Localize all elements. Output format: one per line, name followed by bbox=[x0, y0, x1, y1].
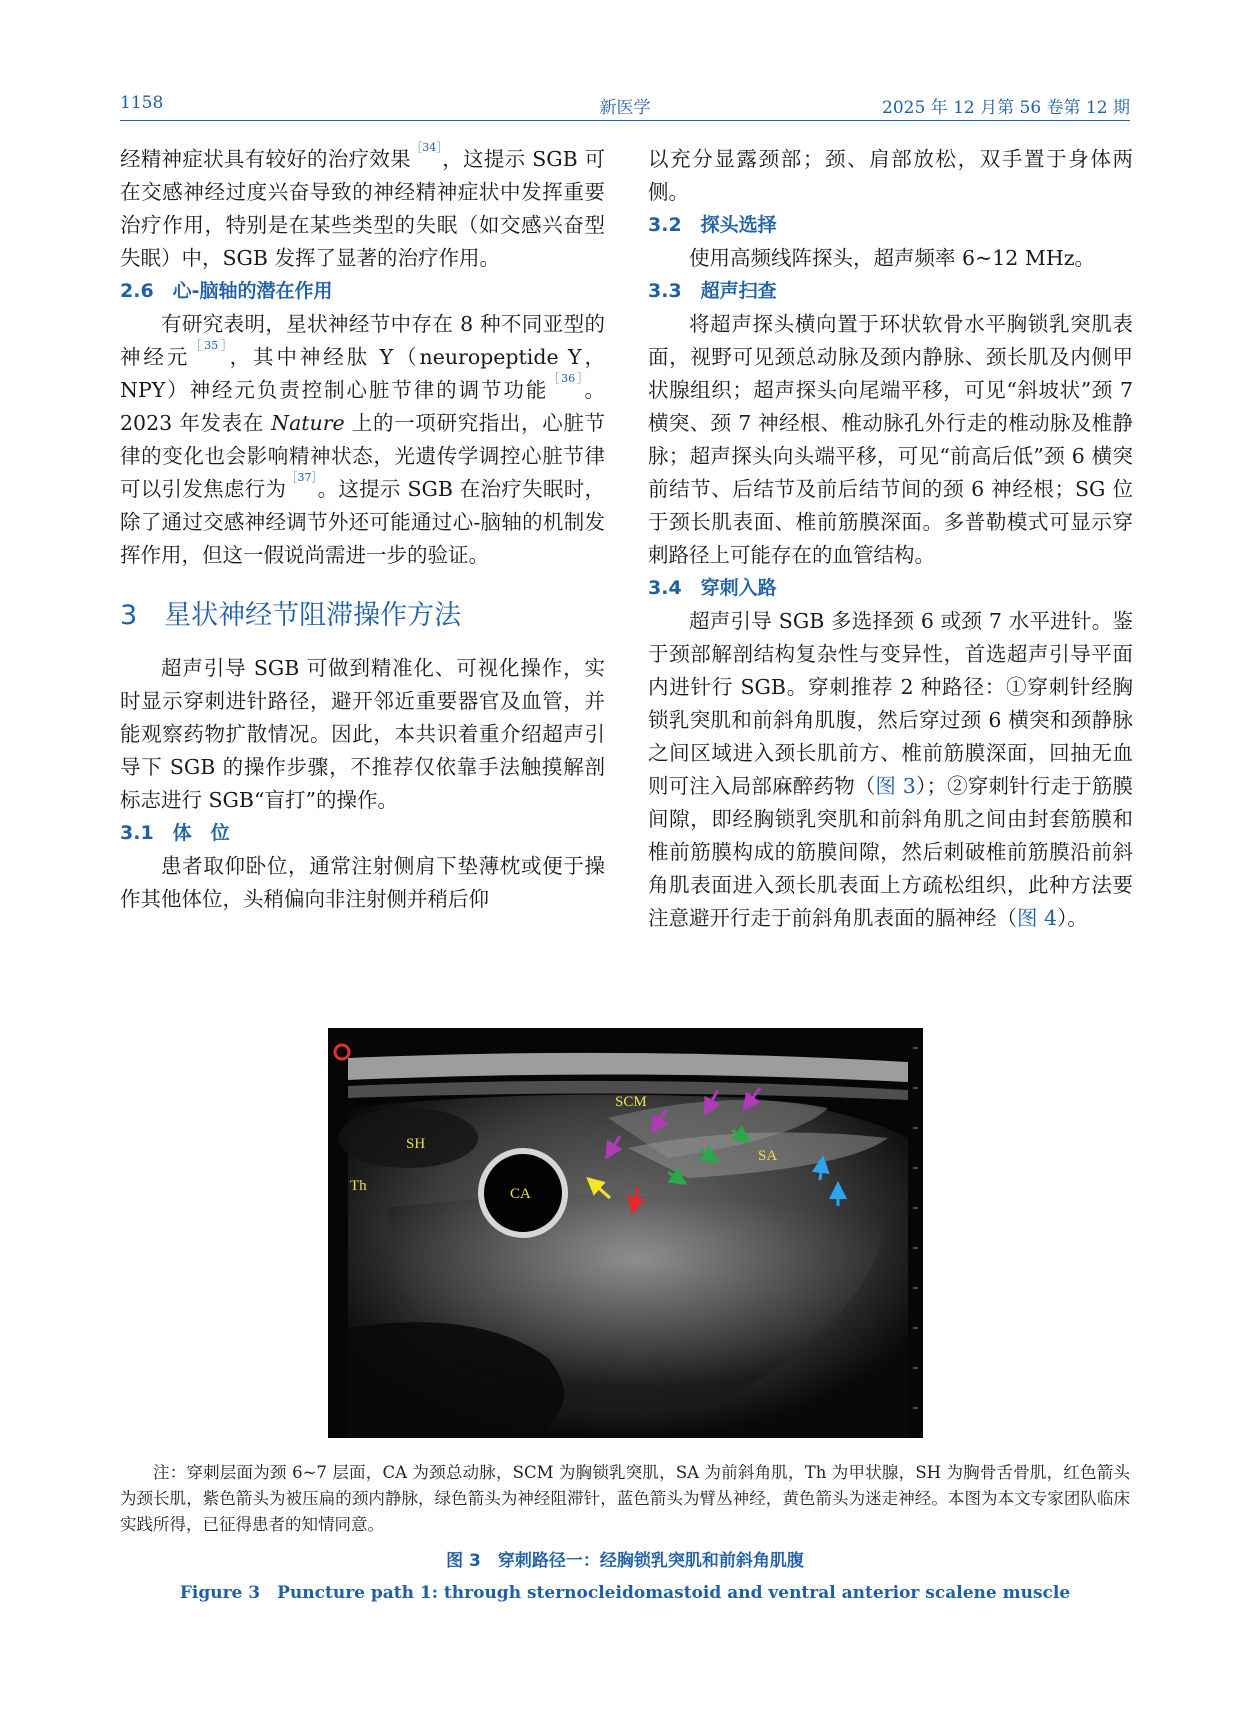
issue-info: 2025 年 12 月第 56 卷第 12 期 bbox=[882, 98, 1130, 118]
figure-note: 注：穿刺层面为颈 6~7 层面，CA 为颈总动脉，SCM 为胸锁乳突肌，SA 为前斜角肌，Th 为甲状腺，SH 为胸骨舌骨肌，红色箭头为颈长肌，紫色箭头为被压扁的颈内静脉，绿色箭头为神经阻滞针，蓝色箭头为臂丛神经，黄色箭头为迷走神经。本图为本文专家团队临床实践所得，已征得患者的知情同意。 bbox=[120, 1463, 1130, 1534]
section-heading-3-2: 3.2 探头选择 bbox=[648, 214, 777, 236]
figure-caption-cn: 图 3 穿刺路径一：经胸锁乳突肌和前斜角肌腹 bbox=[446, 1551, 804, 1571]
paragraph: 以充分显露颈部；颈、肩部放松，双手置于身体两侧。 bbox=[648, 147, 1133, 204]
reference[interactable]: ［35］ bbox=[190, 339, 230, 352]
reference[interactable]: ［37］ bbox=[286, 471, 318, 484]
section-heading-3-3: 3.3 超声扫查 bbox=[648, 280, 777, 302]
figure-caption-en: Figure 3 Puncture path 1: through sternocleidomastoid and ventral anterior scalene muscle bbox=[179, 1583, 1071, 1603]
paragraph: 经精神症状具有较好的治疗效果$^{[34]}$，这提示 SGB 可在交感神经过度兴奋导致的神经精神症状中发挥重要治疗作用，特别是在某些类型的失眠（如交感兴奋型失眠）中，SGB 发挥了显著的治疗作用。 bbox=[120, 141, 605, 270]
reference[interactable]: ［34］ bbox=[410, 141, 443, 154]
figure-link[interactable]: 图 4 bbox=[1017, 906, 1058, 930]
section-heading-3-1: 3.1 体 位 bbox=[120, 822, 230, 844]
reference[interactable]: ［36］ bbox=[548, 372, 585, 385]
figure-link[interactable]: 图 3 bbox=[875, 774, 916, 798]
paragraph: 有研究表明，星状神经节中存在 8 种不同亚型的神经元$^{[35]}$，其中神经肽 Y（neuropeptide Y，NPY）神经元负责控制心脏节律的调节功能$^{[36]}$。2023 年发表在 Nature 上的一项研究指出，心脏节律的变化也会影响精神状态，光遗传学调控心脏节律可以引发焦虑行为$^{[37]}$。这提示 SGB 在治疗失眠时，除了通过交感神经调节外还可能通过心-脑轴的机制发挥作用，但这一假说尚需进一步的验证。 bbox=[120, 312, 606, 567]
label-scm: SCM bbox=[615, 1094, 647, 1110]
right-column bbox=[648, 143, 1133, 935]
label-ca: CA bbox=[510, 1186, 531, 1202]
paragraph: 超声引导 SGB 多选择颈 6 或颈 7 水平进针。鉴于颈部解剖结构复杂性与变异性，首选超声引导平面内进针行 SGB。穿刺推荐 2 种路径：①穿刺针经胸锁乳突肌和前斜角肌腹，然后穿过颈 6 横突和颈静脉之间区域进入颈长肌前方、椎前筋膜深面，回抽无血则可注入局部麻醉药物（图 3）；②穿刺针行走于筋膜间隙，即经胸锁乳突肌和前斜角肌之间由封套筋膜和椎前筋膜构成的筋膜间隙，然后刺破椎前筋膜沿前斜角肌表面进入颈长肌表面上方疏松组织，此种方法要注意避开行走于前斜角肌表面的膈神经（图 4）。 bbox=[648, 609, 1134, 930]
ultrasound-image bbox=[328, 1028, 923, 1438]
paragraph: 使用高频线阵探头，超声频率 6~12 MHz。 bbox=[689, 246, 1096, 270]
header-rule bbox=[120, 120, 1130, 121]
section-heading-2-6: 2.6 心-脑轴的潜在作用 bbox=[120, 280, 333, 302]
section-heading-3-4: 3.4 穿刺入路 bbox=[648, 577, 777, 599]
label-sh: SH bbox=[406, 1136, 426, 1152]
label-sa: SA bbox=[758, 1148, 778, 1164]
left-column bbox=[120, 143, 605, 916]
label-th: Th bbox=[350, 1178, 367, 1194]
ultrasound-drawing bbox=[328, 1028, 923, 1438]
section-heading-3: 3 星状神经节阻滞操作方法 bbox=[120, 600, 462, 631]
paragraph: 患者取仰卧位，通常注射侧肩下垫薄枕或便于操作其他体位，头稍偏向非注射侧并稍后仰 bbox=[120, 854, 605, 911]
journal-name: 新医学 bbox=[599, 98, 651, 118]
paragraph: 超声引导 SGB 可做到精准化、可视化操作，实时显示穿刺进针路径，避开邻近重要器官及血管，并能观察药物扩散情况。因此，本共识着重介绍超声引导下 SGB 的操作步骤，不推荐仅依靠手法触摸解剖标志进行 SGB“盲打”的操作。 bbox=[120, 656, 605, 812]
page-number: 1158 bbox=[120, 93, 164, 113]
paragraph: 将超声探头横向置于环状软骨水平胸锁乳突肌表面，视野可见颈总动脉及颈内静脉、颈长肌及内侧甲状腺组织；超声探头向尾端平移，可见“斜坡状”颈 7 横突、颈 7 神经根、椎动脉孔外行走的椎动脉及椎静脉；超声探头向头端平移，可见“前高后低”颈 6 横突前结节、后结节及前后结节间的颈 6 神经根；SG 位于颈长肌表面、椎前筋膜深面。多普勒模式可显示穿刺路径上可能存在的血管结构。 bbox=[648, 312, 1133, 567]
blue-arrow bbox=[820, 1164, 822, 1180]
running-header bbox=[120, 93, 1130, 119]
